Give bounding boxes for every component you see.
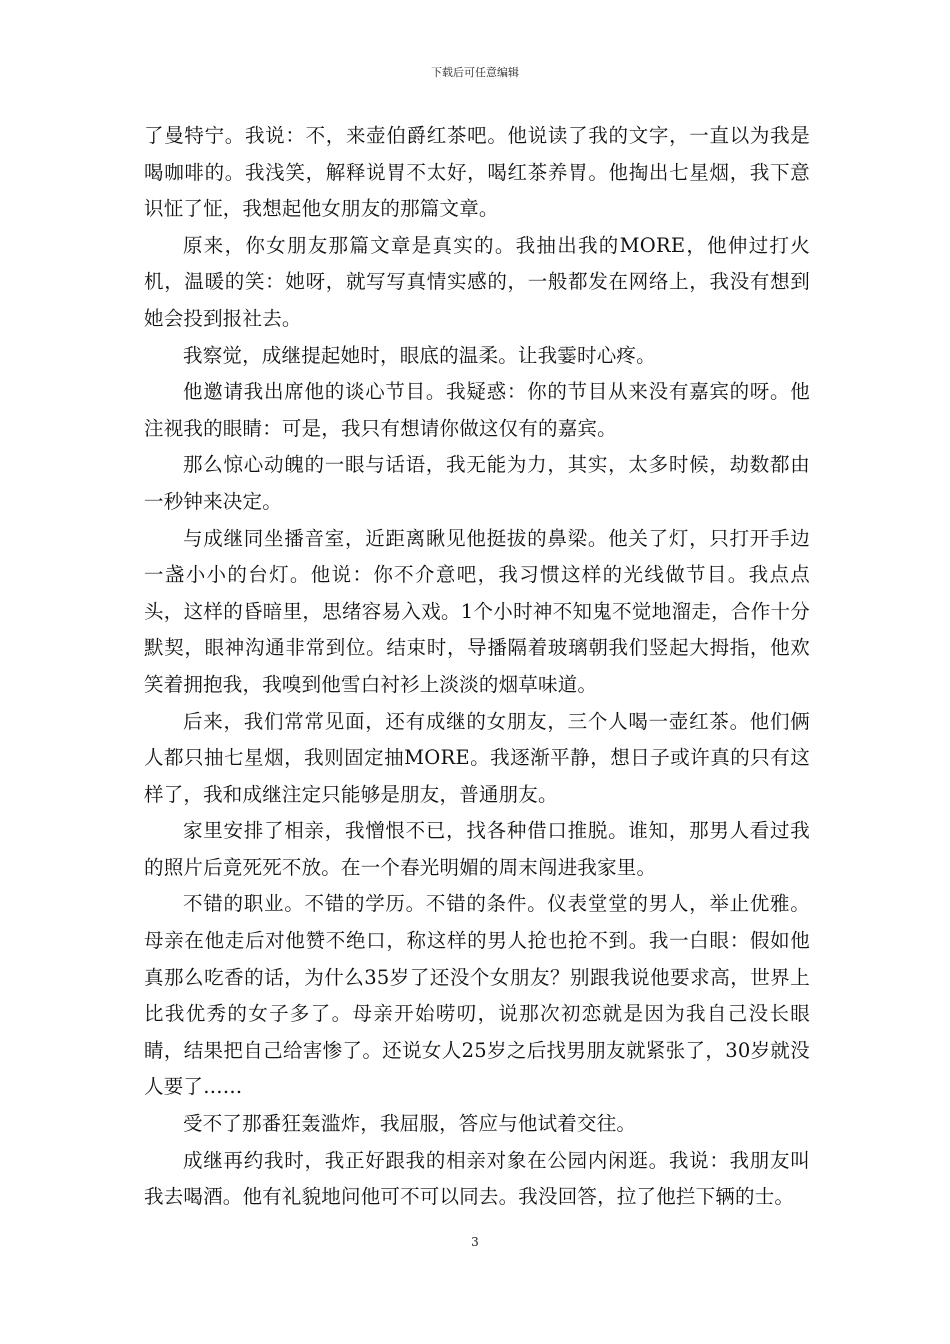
paragraph: 后来，我们常常见面，还有成继的女朋友，三个人喝一壶红茶。他们俩人都只抽七星烟，我则固定抽MORE。我逐渐平静，想日子或许真的只有这样了，我和成继注定只能够是朋友，普通朋友。 xyxy=(144,709,810,806)
paragraph: 与成继同坐播音室，近距离瞅见他挺拔的鼻梁。他关了灯，只打开手边一盏小小的台灯。他说：你不介意吧，我习惯这样的光线做节目。我点点头，这样的昏暗里，思绪容易入戏。1个小时神不知鬼不觉地溜走，合作十分默契，眼神沟通非常到位。结束时，导播隔着玻璃朝我们竖起大拇指，他欢笑着拥抱我，我嗅到他雪白衬衫上淡淡的烟草味道。 xyxy=(144,526,810,696)
paragraph: 成继再约我时，我正好跟我的相亲对象在公园内闲逛。我说：我朋友叫我去喝酒。他有礼貌地问他可不可以同去。我没回答，拉了他拦下辆的士。 xyxy=(144,1148,810,1209)
page-number: 3 xyxy=(471,1235,479,1249)
paragraph: 那么惊心动魄的一眼与话语，我无能为力，其实，太多时候，劫数都由一秒钟来决定。 xyxy=(144,453,810,513)
paragraph: 家里安排了相亲，我憎恨不已，找各种借口推脱。谁知，那男人看过我的照片后竟死死不放。在一个春光明媚的周末闯进我家里。 xyxy=(144,819,810,879)
page-header: 下载后可任意编辑 xyxy=(431,66,519,79)
paragraph: 了曼特宁。我说：不，来壶伯爵红茶吧。他说读了我的文字，一直以为我是喝咖啡的。我浅笑，解释说胃不太好，喝红茶养胃。他掏出七星烟，我下意识怔了怔，我想起他女朋友的那篇文章。 xyxy=(144,124,810,221)
document-body xyxy=(144,118,810,1216)
paragraph: 我察觉，成继提起她时，眼底的温柔。让我霎时心疼。 xyxy=(183,343,656,367)
paragraph: 他邀请我出席他的谈心节目。我疑惑：你的节目从来没有嘉宾的呀。他注视我的眼睛：可是，我只有想请你做这仅有的嘉宾。 xyxy=(144,380,810,440)
paragraph: 原来，你女朋友那篇文章是真实的。我抽出我的MORE，他伸过打火机，温暖的笑：她呀，就写写真情实感的，一般都发在网络上，我没有想到她会投到报社去。 xyxy=(144,233,810,330)
paragraph: 不错的职业。不错的学历。不错的条件。仪表堂堂的男人，举止优雅。母亲在他走后对他赞不绝口，称这样的男人抢也抢不到。我一白眼：假如他真那么吃香的话，为什么35岁了还没个女朋友？别跟我说他要求高，世界上比我优秀的女子多了。母亲开始唠叨，说那次初恋就是因为我自己没长眼睛，结果把自己给害惨了。还说女人25岁之后找男朋友就紧张了，30岁就没人要了…… xyxy=(144,892,810,1099)
paragraph: 受不了那番狂轰滥炸，我屈服，答应与他试着交往。 xyxy=(183,1112,637,1136)
